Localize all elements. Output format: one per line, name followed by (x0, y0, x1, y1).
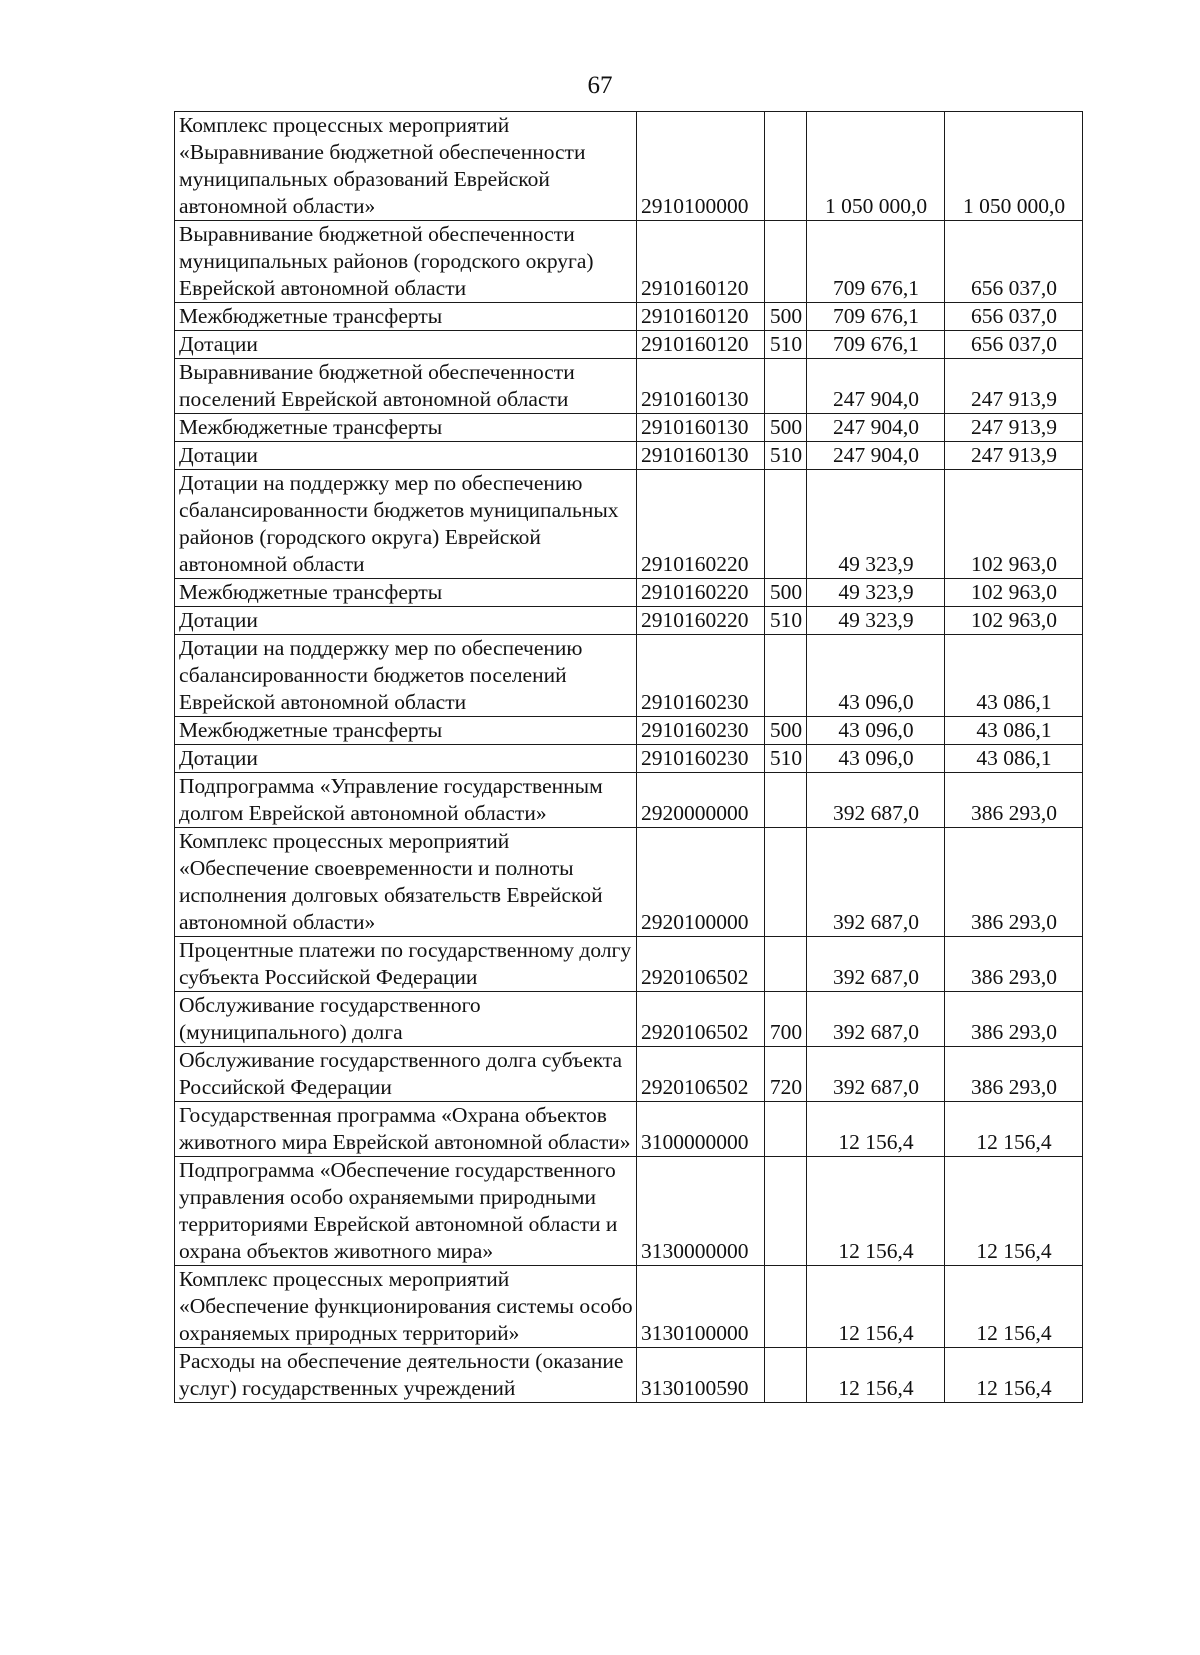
row-value-2-cell: 247 913,9 (945, 359, 1083, 414)
row-name-cell: Подпрограмма «Обеспечение государственного управления особо охраняемыми природными территориями Еврейской автономной области и охрана объектов животного мира» (175, 1157, 637, 1266)
row-expense-type-cell: 500 (765, 303, 807, 331)
row-code-cell: 2910160120 (637, 303, 765, 331)
row-value-1-cell: 247 904,0 (807, 442, 945, 470)
row-name-cell: Дотации на поддержку мер по обеспечению сбалансированности бюджетов муниципальных районов (городского округа) Еврейской автономной области (175, 470, 637, 579)
row-code-cell: 2920000000 (637, 773, 765, 828)
row-code-cell: 2910160220 (637, 607, 765, 635)
row-name-cell: Дотации на поддержку мер по обеспечению сбалансированности бюджетов поселений Еврейской автономной области (175, 635, 637, 717)
row-value-2-cell: 12 156,4 (945, 1157, 1083, 1266)
row-value-2-cell: 656 037,0 (945, 303, 1083, 331)
row-value-1-cell: 12 156,4 (807, 1157, 945, 1266)
table-row (175, 303, 1083, 331)
row-value-2-cell: 102 963,0 (945, 470, 1083, 579)
row-code-cell: 3130100000 (637, 1266, 765, 1348)
row-value-1-cell: 49 323,9 (807, 470, 945, 579)
row-code-cell: 2910160230 (637, 745, 765, 773)
row-expense-type-cell (765, 1348, 807, 1403)
row-name-cell: Обслуживание государственного (муниципального) долга (175, 992, 637, 1047)
row-name-cell: Дотации (175, 442, 637, 470)
row-name-cell: Дотации (175, 607, 637, 635)
row-code-cell: 2910160220 (637, 579, 765, 607)
row-expense-type-cell (765, 937, 807, 992)
table-row (175, 579, 1083, 607)
row-name-cell: Обслуживание государственного долга субъекта Российской Федерации (175, 1047, 637, 1102)
row-expense-type-cell: 500 (765, 717, 807, 745)
budget-table (174, 111, 1083, 1403)
table-row (175, 442, 1083, 470)
table-row (175, 773, 1083, 828)
row-value-2-cell: 386 293,0 (945, 828, 1083, 937)
row-value-2-cell: 386 293,0 (945, 992, 1083, 1047)
row-expense-type-cell: 500 (765, 579, 807, 607)
row-expense-type-cell (765, 470, 807, 579)
table-row (175, 1047, 1083, 1102)
table-row (175, 221, 1083, 303)
row-name-cell: Дотации (175, 745, 637, 773)
row-name-cell: Межбюджетные трансферты (175, 414, 637, 442)
row-expense-type-cell (765, 1102, 807, 1157)
row-value-1-cell: 247 904,0 (807, 414, 945, 442)
table-row (175, 331, 1083, 359)
row-value-1-cell: 49 323,9 (807, 579, 945, 607)
row-code-cell: 2910160130 (637, 359, 765, 414)
row-expense-type-cell: 700 (765, 992, 807, 1047)
row-name-cell: Подпрограмма «Управление государственным долгом Еврейской автономной области» (175, 773, 637, 828)
row-value-2-cell: 102 963,0 (945, 579, 1083, 607)
row-name-cell: Межбюджетные трансферты (175, 579, 637, 607)
row-expense-type-cell: 510 (765, 607, 807, 635)
row-code-cell: 2920106502 (637, 1047, 765, 1102)
row-name-cell: Комплекс процессных мероприятий «Обеспечение своевременности и полноты исполнения долговых обязательств Еврейской автономной области» (175, 828, 637, 937)
row-value-1-cell: 43 096,0 (807, 635, 945, 717)
row-name-cell: Межбюджетные трансферты (175, 717, 637, 745)
row-code-cell: 2910100000 (637, 112, 765, 221)
page-number: 67 (587, 72, 613, 99)
row-value-2-cell: 386 293,0 (945, 937, 1083, 992)
row-name-cell: Процентные платежи по государственному долгу субъекта Российской Федерации (175, 937, 637, 992)
row-value-2-cell: 656 037,0 (945, 221, 1083, 303)
row-value-1-cell: 392 687,0 (807, 773, 945, 828)
row-value-1-cell: 709 676,1 (807, 221, 945, 303)
row-value-1-cell: 392 687,0 (807, 937, 945, 992)
row-code-cell: 2920106502 (637, 992, 765, 1047)
row-value-2-cell: 386 293,0 (945, 1047, 1083, 1102)
table-row (175, 992, 1083, 1047)
row-value-1-cell: 247 904,0 (807, 359, 945, 414)
budget-table-body (175, 112, 1083, 1403)
row-expense-type-cell (765, 221, 807, 303)
row-expense-type-cell (765, 112, 807, 221)
table-row (175, 1348, 1083, 1403)
row-name-cell: Расходы на обеспечение деятельности (оказание услуг) государственных учреждений (175, 1348, 637, 1403)
row-expense-type-cell: 510 (765, 331, 807, 359)
row-value-2-cell: 247 913,9 (945, 442, 1083, 470)
table-row (175, 607, 1083, 635)
row-value-2-cell: 43 086,1 (945, 635, 1083, 717)
row-value-1-cell: 43 096,0 (807, 717, 945, 745)
row-name-cell: Государственная программа «Охрана объектов животного мира Еврейской автономной области» (175, 1102, 637, 1157)
row-expense-type-cell: 720 (765, 1047, 807, 1102)
row-value-1-cell: 12 156,4 (807, 1348, 945, 1403)
row-code-cell: 2920106502 (637, 937, 765, 992)
row-expense-type-cell: 510 (765, 745, 807, 773)
row-value-2-cell: 247 913,9 (945, 414, 1083, 442)
table-row (175, 1157, 1083, 1266)
row-value-2-cell: 12 156,4 (945, 1266, 1083, 1348)
row-expense-type-cell (765, 635, 807, 717)
row-expense-type-cell (765, 828, 807, 937)
row-code-cell: 2920100000 (637, 828, 765, 937)
row-value-2-cell: 102 963,0 (945, 607, 1083, 635)
row-name-cell: Выравнивание бюджетной обеспеченности муниципальных районов (городского округа) Еврейской автономной области (175, 221, 637, 303)
table-row (175, 359, 1083, 414)
table-row (175, 745, 1083, 773)
table-row (175, 717, 1083, 745)
row-name-cell: Комплекс процессных мероприятий «Обеспечение функционирования системы особо охраняемых природных территорий» (175, 1266, 637, 1348)
row-value-1-cell: 12 156,4 (807, 1266, 945, 1348)
table-row (175, 828, 1083, 937)
row-value-1-cell: 392 687,0 (807, 1047, 945, 1102)
row-code-cell: 2910160130 (637, 442, 765, 470)
row-value-2-cell: 386 293,0 (945, 773, 1083, 828)
row-expense-type-cell: 510 (765, 442, 807, 470)
table-row (175, 112, 1083, 221)
row-value-2-cell: 43 086,1 (945, 745, 1083, 773)
row-value-1-cell: 1 050 000,0 (807, 112, 945, 221)
row-name-cell: Комплекс процессных мероприятий «Выравнивание бюджетной обеспеченности муниципальных образований Еврейской автономной области» (175, 112, 637, 221)
table-row (175, 1266, 1083, 1348)
row-expense-type-cell (765, 1266, 807, 1348)
row-code-cell: 2910160130 (637, 414, 765, 442)
row-code-cell: 2910160120 (637, 331, 765, 359)
table-row (175, 470, 1083, 579)
row-value-2-cell: 12 156,4 (945, 1102, 1083, 1157)
row-value-2-cell: 1 050 000,0 (945, 112, 1083, 221)
row-code-cell: 2910160220 (637, 470, 765, 579)
row-value-1-cell: 709 676,1 (807, 331, 945, 359)
row-value-2-cell: 43 086,1 (945, 717, 1083, 745)
row-value-1-cell: 392 687,0 (807, 828, 945, 937)
row-code-cell: 2910160230 (637, 717, 765, 745)
row-value-2-cell: 656 037,0 (945, 331, 1083, 359)
row-name-cell: Выравнивание бюджетной обеспеченности поселений Еврейской автономной области (175, 359, 637, 414)
row-name-cell: Межбюджетные трансферты (175, 303, 637, 331)
row-code-cell: 3100000000 (637, 1102, 765, 1157)
table-row (175, 414, 1083, 442)
row-code-cell: 2910160230 (637, 635, 765, 717)
table-row (175, 635, 1083, 717)
row-value-1-cell: 43 096,0 (807, 745, 945, 773)
table-row (175, 1102, 1083, 1157)
row-code-cell: 3130000000 (637, 1157, 765, 1266)
row-code-cell: 3130100590 (637, 1348, 765, 1403)
row-value-1-cell: 12 156,4 (807, 1102, 945, 1157)
row-expense-type-cell (765, 1157, 807, 1266)
row-expense-type-cell (765, 359, 807, 414)
row-value-1-cell: 392 687,0 (807, 992, 945, 1047)
row-name-cell: Дотации (175, 331, 637, 359)
row-value-1-cell: 49 323,9 (807, 607, 945, 635)
row-expense-type-cell (765, 773, 807, 828)
row-expense-type-cell: 500 (765, 414, 807, 442)
row-value-1-cell: 709 676,1 (807, 303, 945, 331)
row-code-cell: 2910160120 (637, 221, 765, 303)
row-value-2-cell: 12 156,4 (945, 1348, 1083, 1403)
table-row (175, 937, 1083, 992)
